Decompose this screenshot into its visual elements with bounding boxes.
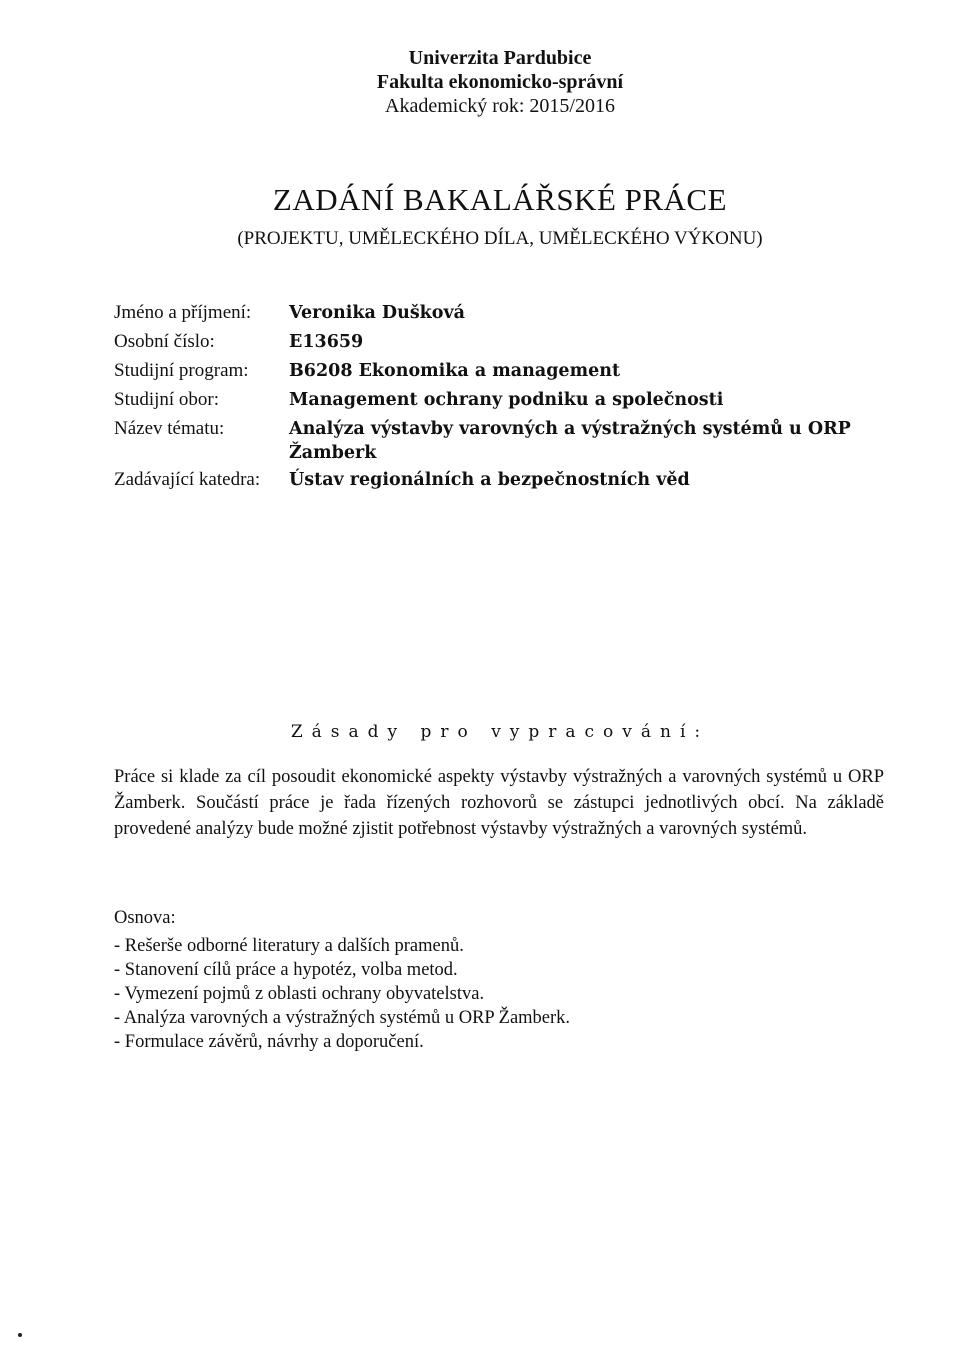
university-name: Univerzita Pardubice <box>408 47 592 69</box>
field-label: Studijní obor: <box>114 389 220 410</box>
outline-list <box>114 934 884 1054</box>
document-subtitle: (PROJEKTU, UMĚLECKÉHO DÍLA, UMĚLECKÉHO VÝKONU) <box>237 228 763 249</box>
academic-year: Akademický rok: 2015/2016 <box>385 95 615 117</box>
field-label: Jméno a příjmení: <box>114 302 252 323</box>
document-header <box>0 46 960 118</box>
list-item: - Rešerše odborné literatury a dalších pramenů. <box>114 936 464 956</box>
principles-text: Práce si klade za cíl posoudit ekonomické aspekty výstavby výstražných a varovných systémů u ORP Žamberk. Součástí práce je řada řízených rozhovorů se zástupci jednotlivých obcí. Na základě provedené analýzy bude možné zjistit potřebnost výstavby výstražných a varovných systémů. <box>114 767 884 839</box>
field-value: Veronika Dušková <box>289 303 465 323</box>
field-value: Management ochrany podniku a společnosti <box>289 390 724 410</box>
list-item: - Analýza varovných a výstražných systémů u ORP Žamberk. <box>114 1008 571 1028</box>
field-label: Osobní číslo: <box>114 331 215 352</box>
title-block <box>0 180 960 252</box>
field-row-study-program <box>114 356 894 385</box>
student-info <box>114 298 894 494</box>
list-item: - Formulace závěrů, návrhy a doporučení. <box>114 1032 424 1052</box>
principles-heading: Zásady pro vypracování: <box>290 722 710 742</box>
list-item: - Stanovení cílů práce a hypotéz, volba metod. <box>114 960 458 980</box>
field-label: Název tématu: <box>114 418 225 439</box>
field-row-name <box>114 298 894 327</box>
scan-artifact-dot <box>18 1333 22 1337</box>
field-value: Ústav regionálních a bezpečnostních věd <box>289 470 690 490</box>
field-value: Analýza výstavby varovných a výstražných systémů u ORP Žamberk <box>289 419 851 463</box>
list-item: - Vymezení pojmů z oblasti ochrany obyvatelstva. <box>114 984 485 1004</box>
outline-section <box>114 906 884 1054</box>
field-row-study-field <box>114 385 894 414</box>
field-value: B6208 Ekonomika a management <box>289 361 621 381</box>
field-row-department <box>114 465 894 494</box>
field-value: E13659 <box>289 332 364 352</box>
field-row-topic <box>114 414 894 465</box>
document-title: ZADÁNÍ BAKALÁŘSKÉ PRÁCE <box>272 182 728 217</box>
outline-label: Osnova: <box>114 908 176 928</box>
field-label: Zadávající katedra: <box>114 469 261 490</box>
field-row-personal-number <box>114 327 894 356</box>
faculty-name: Fakulta ekonomicko-správní <box>376 71 624 93</box>
field-label: Studijní program: <box>114 360 249 381</box>
